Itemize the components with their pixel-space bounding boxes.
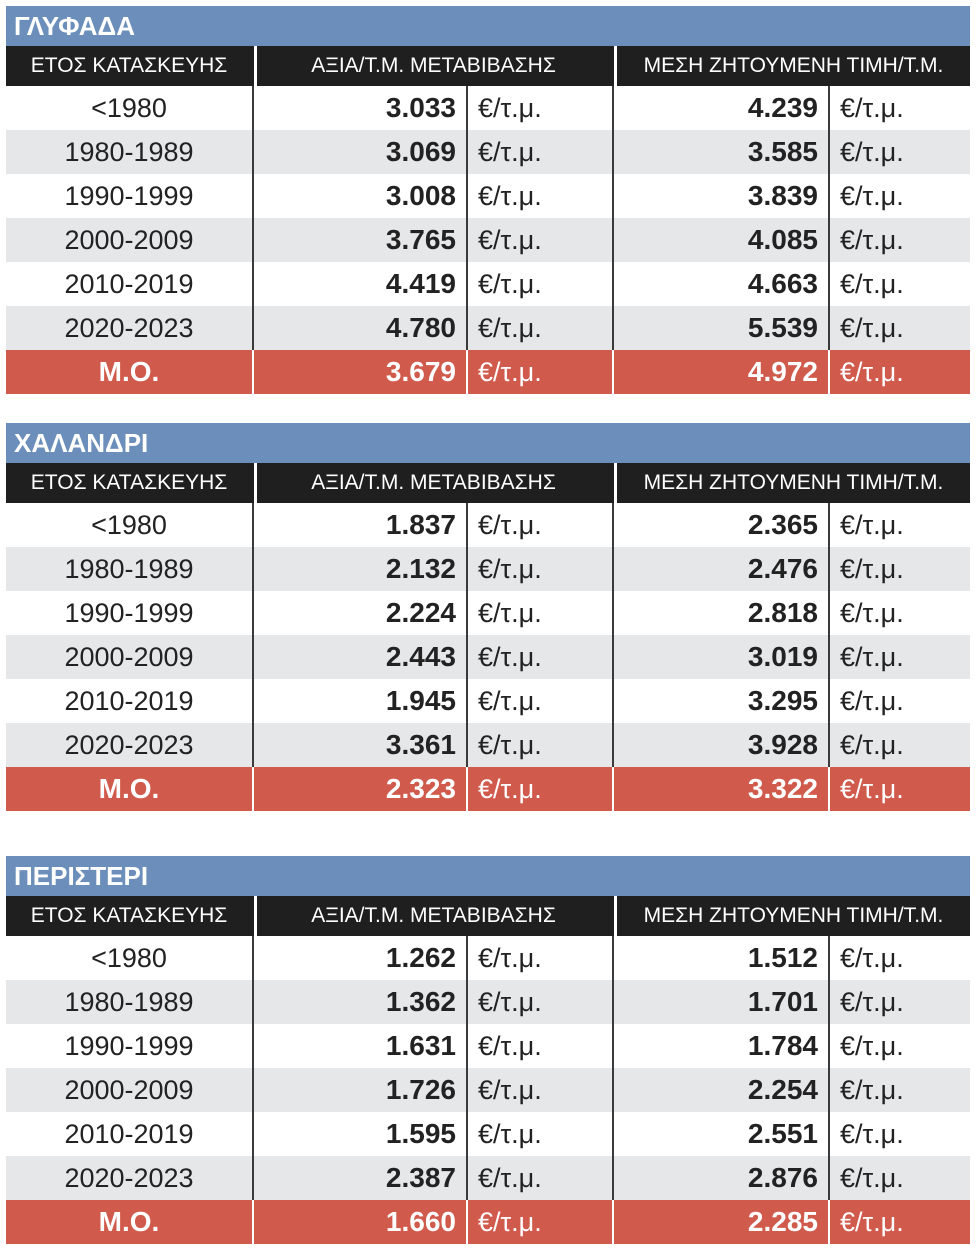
transfer-value-cell: 1.631 xyxy=(252,1024,466,1068)
asking-value-cell: 3.585 xyxy=(612,130,828,174)
year-range-cell: 2020-2023 xyxy=(64,729,194,760)
year-range-cell: 2000-2009 xyxy=(64,641,194,672)
transfer-value-cell: 2.387 xyxy=(252,1156,466,1200)
unit-cell: €/τ.μ. xyxy=(828,1200,970,1244)
unit-cell: €/τ.μ. xyxy=(828,350,970,394)
transfer-value-cell: 1.262 xyxy=(252,936,466,980)
unit-cell: €/τ.μ. xyxy=(828,86,970,130)
table-title: ΓΛΥΦΑΔΑ xyxy=(6,6,970,46)
table-title: ΧΑΛΑΝΔΡΙ xyxy=(6,423,970,463)
table-header xyxy=(6,46,970,86)
transfer-value-cell: 4.419 xyxy=(252,262,466,306)
transfer-average-cell: 3.679 xyxy=(252,350,466,394)
average-row xyxy=(6,767,970,811)
year-range-cell: 2020-2023 xyxy=(64,1162,194,1193)
unit-cell: €/τ.μ. xyxy=(828,130,970,174)
unit-cell: €/τ.μ. xyxy=(466,218,612,262)
transfer-value-cell: 3.069 xyxy=(252,130,466,174)
asking-value-cell: 3.295 xyxy=(612,679,828,723)
unit-cell: €/τ.μ. xyxy=(466,1156,612,1200)
unit-cell: €/τ.μ. xyxy=(466,1200,612,1244)
column-header-year: ΕΤΟΣ ΚΑΤΑΣΚΕΥΗΣ xyxy=(30,54,228,77)
asking-value-cell: 2.476 xyxy=(612,547,828,591)
unit-cell: €/τ.μ. xyxy=(828,306,970,350)
asking-value-cell: 4.085 xyxy=(612,218,828,262)
unit-cell: €/τ.μ. xyxy=(466,635,612,679)
asking-average-cell: 2.285 xyxy=(612,1200,828,1244)
asking-value-cell: 2.876 xyxy=(612,1156,828,1200)
asking-value-cell: 1.512 xyxy=(612,936,828,980)
column-header-asking: ΜΕΣΗ ΖΗΤΟΥΜΕΝΗ ΤΙΜΗ/Τ.Μ. xyxy=(614,46,970,86)
column-header-asking: ΜΕΣΗ ΖΗΤΟΥΜΕΝΗ ΤΙΜΗ/Τ.Μ. xyxy=(614,896,970,936)
unit-cell: €/τ.μ. xyxy=(466,130,612,174)
unit-cell: €/τ.μ. xyxy=(466,1024,612,1068)
unit-cell: €/τ.μ. xyxy=(828,174,970,218)
year-range-cell: 1980-1989 xyxy=(64,553,194,584)
table-row xyxy=(6,547,970,591)
unit-cell: €/τ.μ. xyxy=(466,723,612,767)
unit-cell: €/τ.μ. xyxy=(466,86,612,130)
year-range-cell: 2010-2019 xyxy=(64,1118,194,1149)
transfer-value-cell: 2.224 xyxy=(252,591,466,635)
asking-value-cell: 4.663 xyxy=(612,262,828,306)
table-row xyxy=(6,936,970,980)
year-range-cell: 2020-2023 xyxy=(64,312,194,343)
table-row xyxy=(6,306,970,350)
year-range-cell: 1990-1999 xyxy=(64,180,194,211)
transfer-value-cell: 1.837 xyxy=(252,503,466,547)
unit-cell: €/τ.μ. xyxy=(466,767,612,811)
unit-cell: €/τ.μ. xyxy=(828,591,970,635)
table-row xyxy=(6,635,970,679)
column-header-transfer: ΑΞΙΑ/Τ.Μ. ΜΕΤΑΒΙΒΑΣΗΣ xyxy=(254,46,610,86)
asking-value-cell: 1.701 xyxy=(612,980,828,1024)
unit-cell: €/τ.μ. xyxy=(828,218,970,262)
asking-value-cell: 2.818 xyxy=(612,591,828,635)
unit-cell: €/τ.μ. xyxy=(466,503,612,547)
table-row xyxy=(6,1068,970,1112)
average-row xyxy=(6,1200,970,1244)
average-label: Μ.Ο. xyxy=(98,356,160,387)
unit-cell: €/τ.μ. xyxy=(466,1068,612,1112)
unit-cell: €/τ.μ. xyxy=(828,1068,970,1112)
transfer-value-cell: 1.362 xyxy=(252,980,466,1024)
unit-cell: €/τ.μ. xyxy=(828,635,970,679)
year-range-cell: 1980-1989 xyxy=(64,986,194,1017)
unit-cell: €/τ.μ. xyxy=(466,174,612,218)
transfer-value-cell: 2.132 xyxy=(252,547,466,591)
asking-value-cell: 1.784 xyxy=(612,1024,828,1068)
unit-cell: €/τ.μ. xyxy=(828,980,970,1024)
transfer-value-cell: 4.780 xyxy=(252,306,466,350)
unit-cell: €/τ.μ. xyxy=(466,980,612,1024)
transfer-value-cell: 2.443 xyxy=(252,635,466,679)
transfer-value-cell: 1.945 xyxy=(252,679,466,723)
unit-cell: €/τ.μ. xyxy=(466,591,612,635)
table-row xyxy=(6,980,970,1024)
column-header-year: ΕΤΟΣ ΚΑΤΑΣΚΕΥΗΣ xyxy=(30,471,228,494)
asking-value-cell: 3.928 xyxy=(612,723,828,767)
table-peristeri xyxy=(6,856,970,1244)
unit-cell: €/τ.μ. xyxy=(828,767,970,811)
column-header-transfer: ΑΞΙΑ/Τ.Μ. ΜΕΤΑΒΙΒΑΣΗΣ xyxy=(254,896,610,936)
unit-cell: €/τ.μ. xyxy=(828,1024,970,1068)
average-label: Μ.Ο. xyxy=(98,1206,160,1237)
table-header xyxy=(6,896,970,936)
table-row xyxy=(6,591,970,635)
asking-value-cell: 2.254 xyxy=(612,1068,828,1112)
column-header-transfer: ΑΞΙΑ/Τ.Μ. ΜΕΤΑΒΙΒΑΣΗΣ xyxy=(254,463,610,503)
table-header xyxy=(6,463,970,503)
unit-cell: €/τ.μ. xyxy=(828,936,970,980)
table-row xyxy=(6,262,970,306)
average-label: Μ.Ο. xyxy=(98,773,160,804)
table-row xyxy=(6,86,970,130)
unit-cell: €/τ.μ. xyxy=(466,679,612,723)
unit-cell: €/τ.μ. xyxy=(828,547,970,591)
year-range-cell: 2000-2009 xyxy=(64,1074,194,1105)
asking-value-cell: 5.539 xyxy=(612,306,828,350)
unit-cell: €/τ.μ. xyxy=(466,936,612,980)
table-title: ΠΕΡΙΣΤΕΡΙ xyxy=(6,856,970,896)
transfer-value-cell: 3.361 xyxy=(252,723,466,767)
year-range-cell: 1990-1999 xyxy=(64,1030,194,1061)
unit-cell: €/τ.μ. xyxy=(828,1156,970,1200)
table-row xyxy=(6,1112,970,1156)
unit-cell: €/τ.μ. xyxy=(466,262,612,306)
asking-value-cell: 2.551 xyxy=(612,1112,828,1156)
table-row xyxy=(6,130,970,174)
transfer-value-cell: 1.595 xyxy=(252,1112,466,1156)
year-range-cell: <1980 xyxy=(91,92,167,123)
asking-value-cell: 4.239 xyxy=(612,86,828,130)
transfer-value-cell: 3.765 xyxy=(252,218,466,262)
table-row xyxy=(6,723,970,767)
asking-average-cell: 3.322 xyxy=(612,767,828,811)
unit-cell: €/τ.μ. xyxy=(466,1112,612,1156)
year-range-cell: 2010-2019 xyxy=(64,268,194,299)
unit-cell: €/τ.μ. xyxy=(828,679,970,723)
table-chalandri xyxy=(6,423,970,811)
table-row xyxy=(6,679,970,723)
transfer-value-cell: 3.008 xyxy=(252,174,466,218)
asking-average-cell: 4.972 xyxy=(612,350,828,394)
unit-cell: €/τ.μ. xyxy=(466,350,612,394)
average-row xyxy=(6,350,970,394)
transfer-value-cell: 1.726 xyxy=(252,1068,466,1112)
asking-value-cell: 2.365 xyxy=(612,503,828,547)
unit-cell: €/τ.μ. xyxy=(828,262,970,306)
year-range-cell: 2000-2009 xyxy=(64,224,194,255)
transfer-value-cell: 3.033 xyxy=(252,86,466,130)
transfer-average-cell: 1.660 xyxy=(252,1200,466,1244)
column-header-asking: ΜΕΣΗ ΖΗΤΟΥΜΕΝΗ ΤΙΜΗ/Τ.Μ. xyxy=(614,463,970,503)
unit-cell: €/τ.μ. xyxy=(828,1112,970,1156)
year-range-cell: <1980 xyxy=(91,942,167,973)
table-glyfada xyxy=(6,6,970,394)
table-row xyxy=(6,218,970,262)
transfer-average-cell: 2.323 xyxy=(252,767,466,811)
year-range-cell: <1980 xyxy=(91,509,167,540)
year-range-cell: 2010-2019 xyxy=(64,685,194,716)
year-range-cell: 1980-1989 xyxy=(64,136,194,167)
asking-value-cell: 3.839 xyxy=(612,174,828,218)
unit-cell: €/τ.μ. xyxy=(466,547,612,591)
unit-cell: €/τ.μ. xyxy=(828,503,970,547)
unit-cell: €/τ.μ. xyxy=(828,723,970,767)
year-range-cell: 1990-1999 xyxy=(64,597,194,628)
table-row xyxy=(6,174,970,218)
unit-cell: €/τ.μ. xyxy=(466,306,612,350)
column-header-year: ΕΤΟΣ ΚΑΤΑΣΚΕΥΗΣ xyxy=(30,904,228,927)
table-row xyxy=(6,1156,970,1200)
asking-value-cell: 3.019 xyxy=(612,635,828,679)
table-row xyxy=(6,503,970,547)
table-row xyxy=(6,1024,970,1068)
